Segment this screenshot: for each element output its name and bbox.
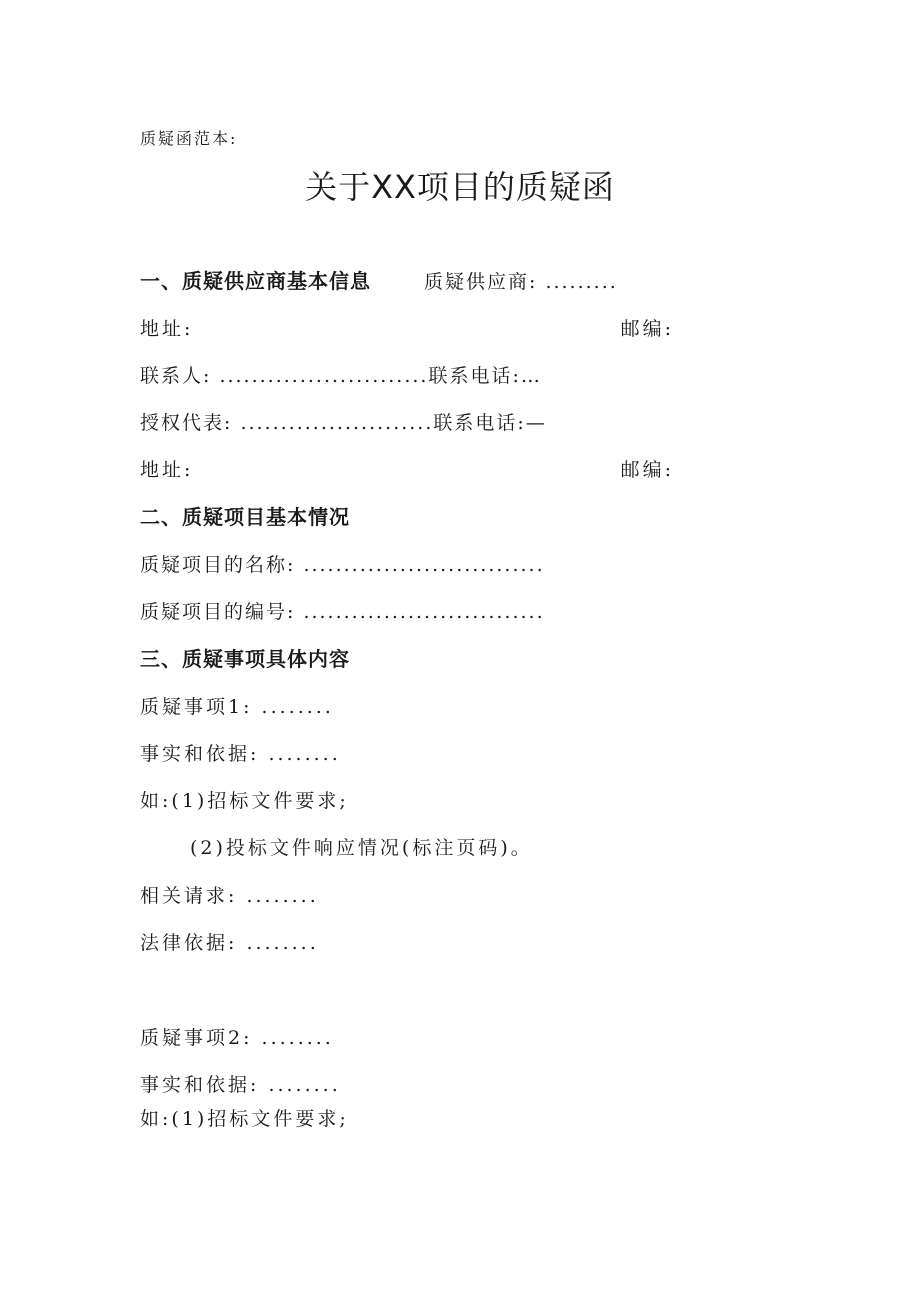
item1-example2: (2)投标文件响应情况(标注页码)。 (190, 837, 533, 859)
postcode-label: 邮编: (620, 318, 674, 340)
item1-title: 质疑事项1: ........ (140, 696, 334, 718)
document-title: 关于XX项目的质疑函 (305, 168, 615, 206)
item2-facts: 事实和依据: ........ (140, 1074, 341, 1096)
contact-line: 联系人: ..........................联系电话:… (140, 365, 542, 387)
section2-heading: 二、质疑项目基本情况 (140, 505, 350, 529)
item2-example1: 如:(1)招标文件要求; (140, 1108, 349, 1130)
item1-facts: 事实和依据: ........ (140, 743, 341, 765)
address2-label: 地址: (140, 459, 194, 481)
project-name-line: 质疑项目的名称: .............................. (140, 554, 545, 576)
postcode2-label: 邮编: (620, 459, 674, 481)
section1-heading: 一、质疑供应商基本信息 (140, 269, 371, 293)
project-no-line: 质疑项目的编号: .............................. (140, 601, 545, 623)
intro-label: 质疑函范本: (140, 129, 238, 148)
section3-heading: 三、质疑事项具体内容 (140, 647, 350, 671)
item2-title: 质疑事项2: ........ (140, 1027, 334, 1049)
item1-example1: 如:(1)招标文件要求; (140, 790, 349, 812)
rep-line: 授权代表: ........................联系电话:— (140, 412, 547, 434)
item1-request: 相关请求: ........ (140, 885, 319, 907)
supplier-line: 质疑供应商: ......... (424, 271, 618, 293)
item1-legal: 法律依据: ........ (140, 932, 319, 954)
address-label: 地址: (140, 318, 194, 340)
